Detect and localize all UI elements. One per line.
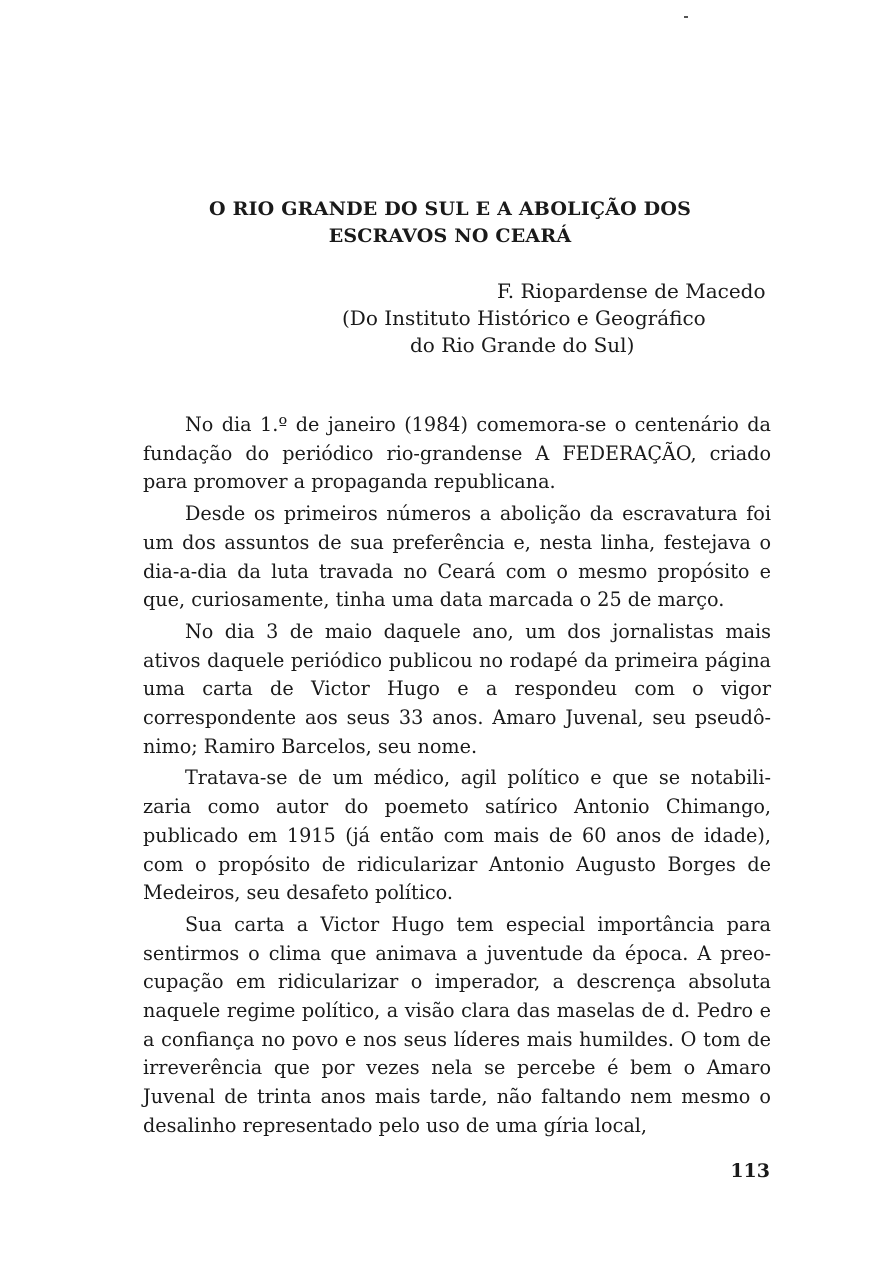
paragraph-2: Desde os primeiros números a abolição da escravatura foi um dos assuntos de sua preferência e, nesta linha, festejava o dia-a-dia da luta travada no Ceará com o mesmo propósito e que, curiosamente, tinha uma data marcada o 25 de março. [143,502,771,612]
paragraph-1: No dia 1.º de janeiro (1984) comemora-se o centenário da fundação do periódico rio-grandense A FEDERAÇÃO, criado para promover a propaganda republicana. [143,413,771,494]
paragraph-5: Sua carta a Victor Hugo tem especial importância para sentirmos o clima que animava a juventude da época. A preocupação em ridicularizar o imperador, a descrença absoluta naquele regime político, a visão clara das maselas de d. Pedro e a confiança no povo e nos seus líderes mais humildes. O tom de irreverência que por vezes nela se percebe é bem o Amaro Juvenal de trinta anos mais tarde, não faltando nem mesmo o desalinho representado pelo uso de uma gíria local, [143,912,771,1137]
author-affiliation-line-2: do Rio Grande do Sul) [410,333,635,357]
paragraph-3: No dia 3 de maio daquele ano, um dos jornalistas mais ativos daquele periódico publicou no rodapé da primeira página uma carta de Victor Hugo e a respondeu com o vigor correspondente aos seus 33 anos. Amaro Juvenal, seu pseudônimo; Ramiro Barcelos, seu nome. [143,619,771,758]
title-line-2: ESCRAVOS NO CEARÁ [328,225,572,247]
article-body [143,411,771,1144]
scan-mark [684,16,688,18]
title-line-1: O RIO GRANDE DO SUL E A ABOLIÇÃO DOS [209,198,691,220]
author-name: F. Riopardense de Macedo [497,279,766,303]
article-title [150,196,750,250]
paragraph-4: Tratava-se de um médico, agil político e que se notabilizaria como autor do poemeto satírico Antonio Chimango, publicado em 1915 (já então com mais de 60 anos de idade), com o propósito de ridicularizar Antonio Augusto Borges de Medeiros, seu desafeto político. [143,766,771,905]
author-block [300,278,770,359]
author-affiliation-line-1: (Do Instituto Histórico e Geográfico [342,306,706,330]
page-number: 113 [730,1160,770,1182]
